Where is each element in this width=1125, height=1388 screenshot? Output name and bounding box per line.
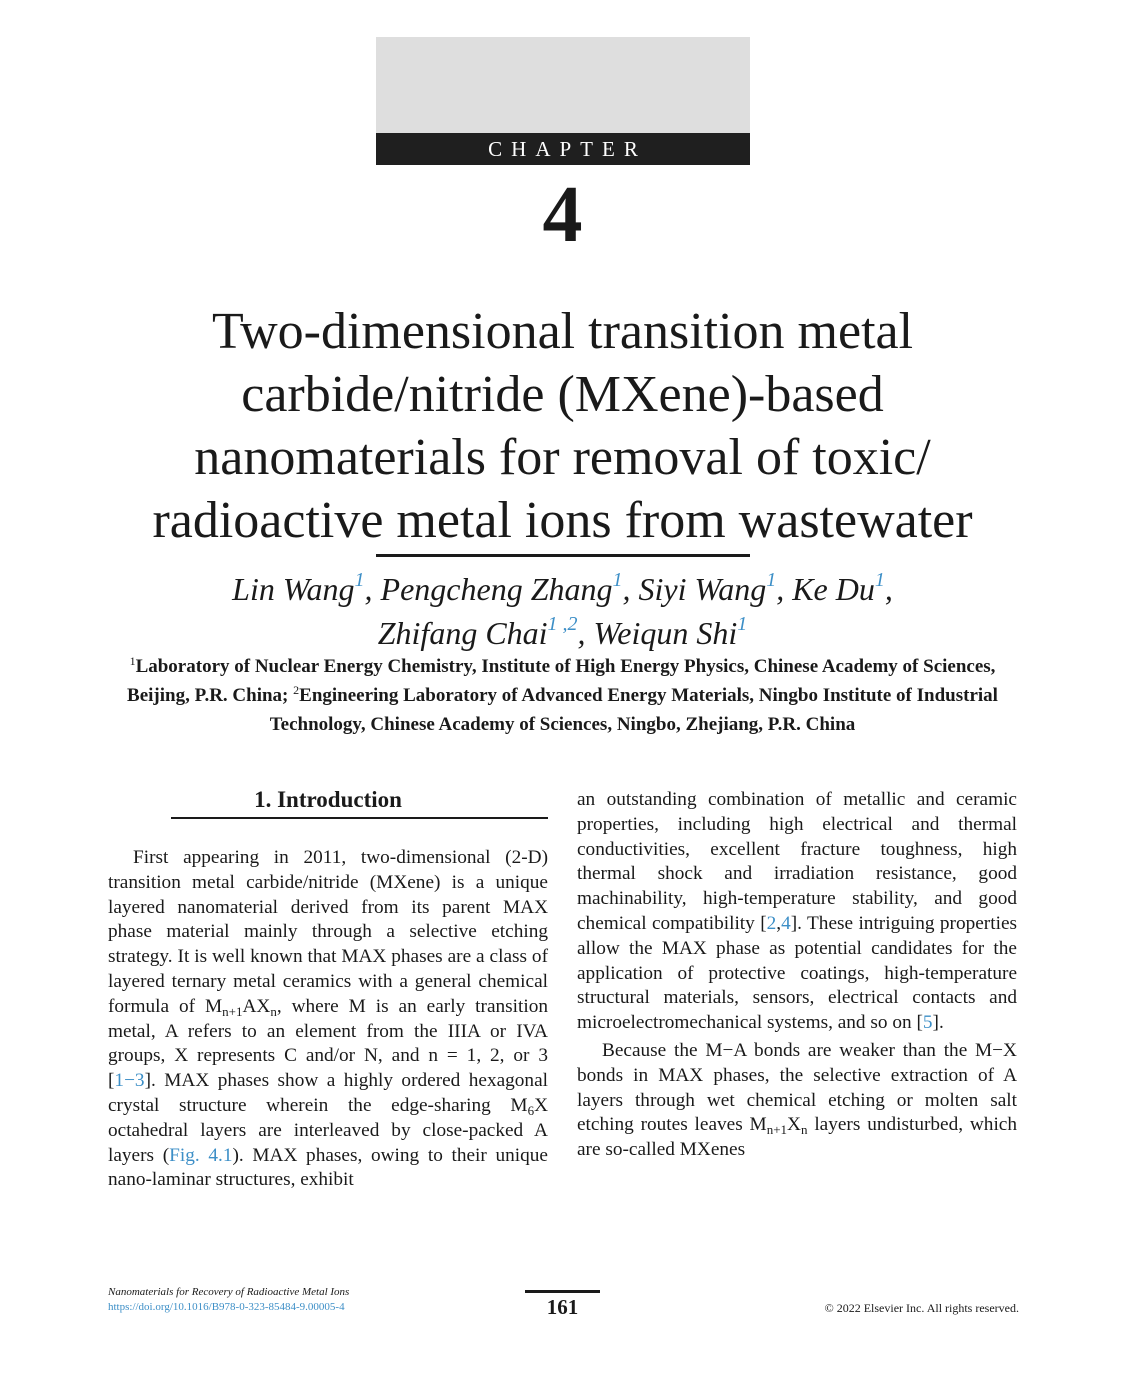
affil-text: Engineering Laboratory of Advanced Energy Materials, Ningbo Institute of Industrial Technology, Chinese Academy of Sciences, Ningbo, Zhejiang, P.R. China (269, 685, 998, 735)
title-line: Two-dimensional transition metal (211, 303, 914, 360)
author-affil-link[interactable]: 1 (737, 613, 748, 635)
title-line: carbide/nitride (MXene)-based (241, 366, 884, 423)
author-affil-link[interactable]: 1 (354, 569, 365, 591)
copyright: © 2022 Elsevier Inc. All rights reserved. (824, 1301, 1019, 1315)
title-divider (376, 554, 750, 557)
footer-source (108, 1285, 349, 1315)
author-name: Weiqun Shi (593, 615, 738, 651)
title-line: nanomaterials for removal of toxic/ (194, 429, 931, 486)
left-column (108, 786, 548, 1193)
body-paragraph: Because the M−A bonds are weaker than the M−X bonds in MAX phases, the selective extraction of A layers through wet chemical etching or molten salt etching routes leaves $M_{n+1}X_n$ layers undisturbed, which are so-called MXenes (577, 1039, 1018, 1161)
book-title: Nanomaterials for Recovery of Radioactive Metal Ions (108, 1286, 350, 1298)
author-name: Ke Du (792, 571, 875, 607)
author-name: Zhifang Chai (377, 615, 548, 651)
body-paragraph-continued: an outstanding combination of metallic and ceramic properties, including high electrical and thermal conductivities, excellent fracture toughness, high thermal shock and irradiation resistance, good machinability, high-temperature stability, and good chemical compatibility [2,4]. These intriguing properties allow the MAX phase as potential candidates for the application of protective coatings, high-temperature structural materials, sensors, electrical contacts and microelectromechanical systems, and so on [5]. (577, 789, 1017, 1034)
right-column (577, 788, 1017, 1163)
chapter-label: CHAPTER (376, 133, 750, 165)
citation-link[interactable]: 4 (781, 912, 791, 934)
body-paragraph: First appearing in 2011, two-dimensional (2-D) transition metal carbide/nitride (MXene) is a unique layered nanomaterial derived from its parent MAX phase material mainly through a selective etching strategy. It is well known that MAX phases are a class of layered ternary metal ceramics with a general chemical formula of $M_{n+1}AX_n$, where M is an early transition metal, A refers to an element from the IIIA or IVA groups, X represents C and/or N, and n = 1, 2, or 3 [1−3]. MAX phases show a highly ordered hexagonal crystal structure wherein the edge-sharing $M_6X$ octahedral layers are interleaved by close-packed A layers (Fig. 4.1). MAX phases, owing to their unique nano-laminar structures, exhibit (108, 847, 548, 1191)
author-line-2: Zhifang Chai$^{1 ,2}$, Weiqun Shi$^1$ (377, 613, 748, 651)
citation-link[interactable]: 1−3 (114, 1070, 145, 1092)
author-name: Siyi Wang (638, 571, 767, 607)
citation-link[interactable]: 5 (922, 1012, 933, 1034)
affiliations (100, 652, 1025, 739)
affil-mark: 2 (293, 683, 300, 697)
author-name: Lin Wang (232, 571, 355, 607)
author-line-1: Lin Wang$^1$, Pengcheng Zhang$^1$, Siyi Wang$^1$, Ke Du$^1$, (232, 569, 893, 607)
section-divider (171, 817, 548, 819)
author-list (90, 567, 1035, 655)
figure-link[interactable]: Fig. 4.1 (169, 1144, 233, 1166)
chapter-title (90, 300, 1035, 552)
citation-link[interactable]: 2 (766, 912, 777, 934)
doi-link[interactable]: https://doi.org/10.1016/B978-0-323-85484-9.00005-4 (108, 1301, 345, 1313)
author-affil-link[interactable]: 1 (612, 569, 623, 591)
page-number: 161 (546, 1295, 579, 1319)
section-heading: 1. Introduction (254, 787, 402, 812)
author-affil-link[interactable]: 1 (766, 569, 777, 591)
author-affil-link[interactable]: 1 (874, 569, 885, 591)
author-affil-link[interactable]: 1 ,2 (547, 613, 578, 635)
title-line: radioactive metal ions from wastewater (152, 492, 973, 549)
chapter-banner-light (376, 37, 750, 133)
affil-text: Laboratory of Nuclear Energy Chemistry, Institute of High Energy Physics, Chinese Academy of Sciences, Beijing, P.R. China; (127, 656, 996, 706)
affil-mark: 1 (129, 654, 136, 668)
author-name: Pengcheng Zhang (380, 571, 613, 607)
chapter-number: 4 (542, 171, 583, 259)
